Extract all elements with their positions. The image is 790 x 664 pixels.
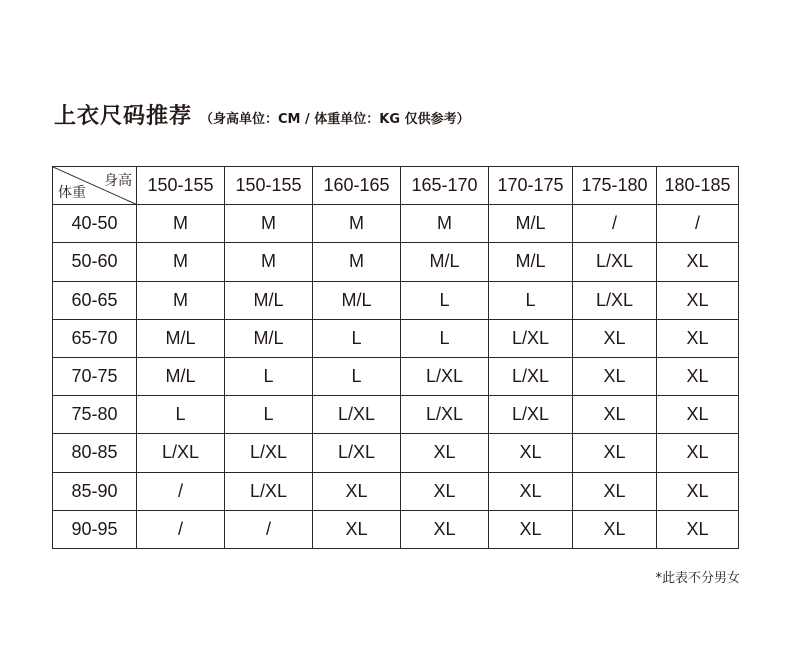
size-cell: XL [657, 472, 739, 510]
size-cell: L/XL [489, 396, 573, 434]
size-cell: XL [401, 434, 489, 472]
size-cell: XL [657, 357, 739, 395]
size-cell: XL [657, 243, 739, 281]
size-cell: XL [657, 319, 739, 357]
size-cell: L [401, 281, 489, 319]
size-cell: M/L [401, 243, 489, 281]
size-cell: XL [573, 434, 657, 472]
size-cell: XL [489, 434, 573, 472]
weight-cell: 65-70 [53, 319, 137, 357]
weight-cell: 40-50 [53, 205, 137, 243]
size-cell: M [313, 243, 401, 281]
weight-cell: 50-60 [53, 243, 137, 281]
size-cell: XL [573, 319, 657, 357]
table-row [53, 434, 739, 472]
corner-label-height: 身高 [104, 173, 132, 189]
size-cell: L [313, 319, 401, 357]
size-cell: XL [657, 281, 739, 319]
table-row [53, 396, 739, 434]
weight-cell: 80-85 [53, 434, 137, 472]
size-cell: M [401, 205, 489, 243]
height-header-cell: 180-185 [657, 167, 739, 205]
size-cell: M [137, 243, 225, 281]
size-cell: XL [313, 472, 401, 510]
size-cell: XL [573, 510, 657, 548]
size-cell: XL [657, 434, 739, 472]
table-row [53, 281, 739, 319]
size-cell: XL [573, 357, 657, 395]
height-header-cell: 150-155 [137, 167, 225, 205]
size-cell: L [489, 281, 573, 319]
size-cell: L [137, 396, 225, 434]
table-row [53, 243, 739, 281]
corner-cell [53, 167, 137, 205]
size-cell: XL [657, 510, 739, 548]
size-cell: M [225, 205, 313, 243]
size-cell: M [137, 281, 225, 319]
size-cell: L/XL [225, 472, 313, 510]
size-cell: L/XL [401, 357, 489, 395]
size-cell: L/XL [225, 434, 313, 472]
height-header-cell: 150-155 [225, 167, 313, 205]
corner-label-weight: 体重 [58, 185, 86, 202]
size-cell: L/XL [573, 243, 657, 281]
weight-cell: 85-90 [53, 472, 137, 510]
size-cell: M/L [137, 319, 225, 357]
size-cell: / [225, 510, 313, 548]
size-cell: L/XL [401, 396, 489, 434]
height-header-cell: 175-180 [573, 167, 657, 205]
size-cell: L/XL [489, 357, 573, 395]
table-row [53, 472, 739, 510]
size-cell: XL [313, 510, 401, 548]
size-cell: M/L [225, 319, 313, 357]
height-header-cell: 170-175 [489, 167, 573, 205]
height-header-cell: 160-165 [313, 167, 401, 205]
size-cell: L/XL [313, 434, 401, 472]
table-row [53, 357, 739, 395]
size-cell: L/XL [573, 281, 657, 319]
size-cell: M/L [137, 357, 225, 395]
size-cell: XL [489, 510, 573, 548]
table-row [53, 510, 739, 548]
size-cell: / [137, 472, 225, 510]
header-row [53, 167, 739, 205]
table-row [53, 205, 739, 243]
weight-cell: 70-75 [53, 357, 137, 395]
size-cell: XL [401, 510, 489, 548]
size-cell: L [225, 357, 313, 395]
weight-cell: 75-80 [53, 396, 137, 434]
title-main: 上衣尺码推荐 [54, 104, 193, 129]
size-cell: L [225, 396, 313, 434]
size-cell: L/XL [137, 434, 225, 472]
size-cell: XL [573, 396, 657, 434]
size-cell: XL [657, 396, 739, 434]
size-cell: / [573, 205, 657, 243]
page-title [54, 99, 470, 130]
size-cell: M/L [313, 281, 401, 319]
size-cell: / [137, 510, 225, 548]
size-chart-table [52, 166, 739, 549]
weight-cell: 90-95 [53, 510, 137, 548]
footnote: *此表不分男女 [655, 571, 740, 586]
size-cell: / [657, 205, 739, 243]
size-cell: L [313, 357, 401, 395]
size-cell: M [225, 243, 313, 281]
size-cell: XL [489, 472, 573, 510]
size-cell: L/XL [489, 319, 573, 357]
weight-cell: 60-65 [53, 281, 137, 319]
size-cell: XL [573, 472, 657, 510]
size-cell: M [313, 205, 401, 243]
size-cell: L [401, 319, 489, 357]
height-header-cell: 165-170 [401, 167, 489, 205]
size-cell: M/L [489, 243, 573, 281]
size-cell: M/L [489, 205, 573, 243]
title-subtitle: （身高单位：CM / 体重单位：KG 仅供参考） [200, 112, 470, 127]
table-row [53, 319, 739, 357]
size-cell: M/L [225, 281, 313, 319]
size-cell: L/XL [313, 396, 401, 434]
size-cell: XL [401, 472, 489, 510]
size-cell: M [137, 205, 225, 243]
